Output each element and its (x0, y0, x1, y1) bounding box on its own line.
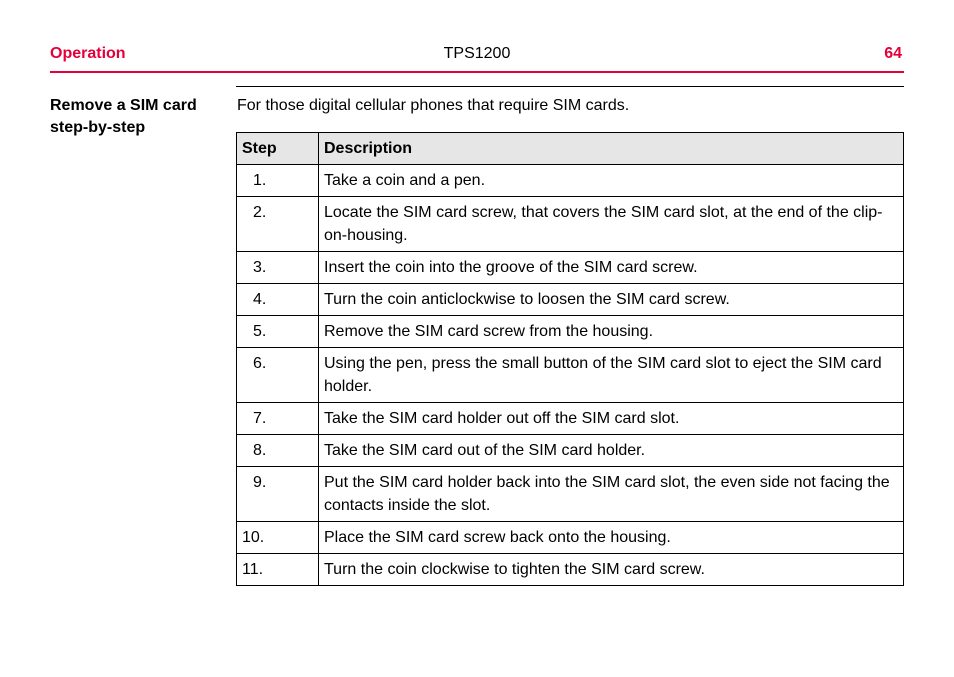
section-title: Remove a SIM card step-by-step (50, 97, 197, 136)
step-description: Turn the coin anticlockwise to loosen the SIM card screw. (319, 284, 904, 316)
header-page-number: 64 (884, 45, 902, 62)
step-description: Put the SIM card holder back into the SIM card slot, the even side not facing the contacts inside the slot. (319, 467, 904, 522)
step-number: 2. (237, 197, 319, 252)
table-row (237, 197, 904, 252)
header-section-name: Operation (50, 45, 126, 62)
step-description: Take the SIM card holder out off the SIM card slot. (319, 403, 904, 435)
table-header-row (237, 133, 904, 165)
step-number: 5. (237, 316, 319, 348)
header-divider (50, 71, 904, 73)
step-description: Locate the SIM card screw, that covers the SIM card slot, at the end of the clip-on-housing. (319, 197, 904, 252)
column-header-description: Description (319, 133, 904, 165)
step-number: 11. (237, 554, 319, 586)
step-number: 7. (237, 403, 319, 435)
column-header-step: Step (237, 133, 319, 165)
step-description: Take a coin and a pen. (319, 165, 904, 197)
step-number: 1. (237, 165, 319, 197)
step-number: 6. (237, 348, 319, 403)
step-description: Place the SIM card screw back onto the housing. (319, 522, 904, 554)
step-number: 9. (237, 467, 319, 522)
step-description: Take the SIM card out of the SIM card holder. (319, 435, 904, 467)
table-body (237, 165, 904, 586)
step-number: 3. (237, 252, 319, 284)
step-description: Using the pen, press the small button of the SIM card slot to eject the SIM card holder. (319, 348, 904, 403)
section-intro: For those digital cellular phones that require SIM cards. (237, 97, 630, 114)
table-row (237, 435, 904, 467)
step-number: 8. (237, 435, 319, 467)
table-row (237, 284, 904, 316)
step-number: 4. (237, 284, 319, 316)
step-description: Insert the coin into the groove of the SIM card screw. (319, 252, 904, 284)
table-row (237, 522, 904, 554)
header-product-name: TPS1200 (443, 45, 511, 62)
table-row (237, 467, 904, 522)
step-description: Turn the coin clockwise to tighten the SIM card screw. (319, 554, 904, 586)
step-number: 10. (237, 522, 319, 554)
section-divider (236, 86, 904, 87)
table-row (237, 165, 904, 197)
table-row (237, 403, 904, 435)
steps-table (236, 132, 904, 586)
table-row (237, 348, 904, 403)
table-row (237, 554, 904, 586)
table-row (237, 316, 904, 348)
step-description: Remove the SIM card screw from the housing. (319, 316, 904, 348)
table-row (237, 252, 904, 284)
